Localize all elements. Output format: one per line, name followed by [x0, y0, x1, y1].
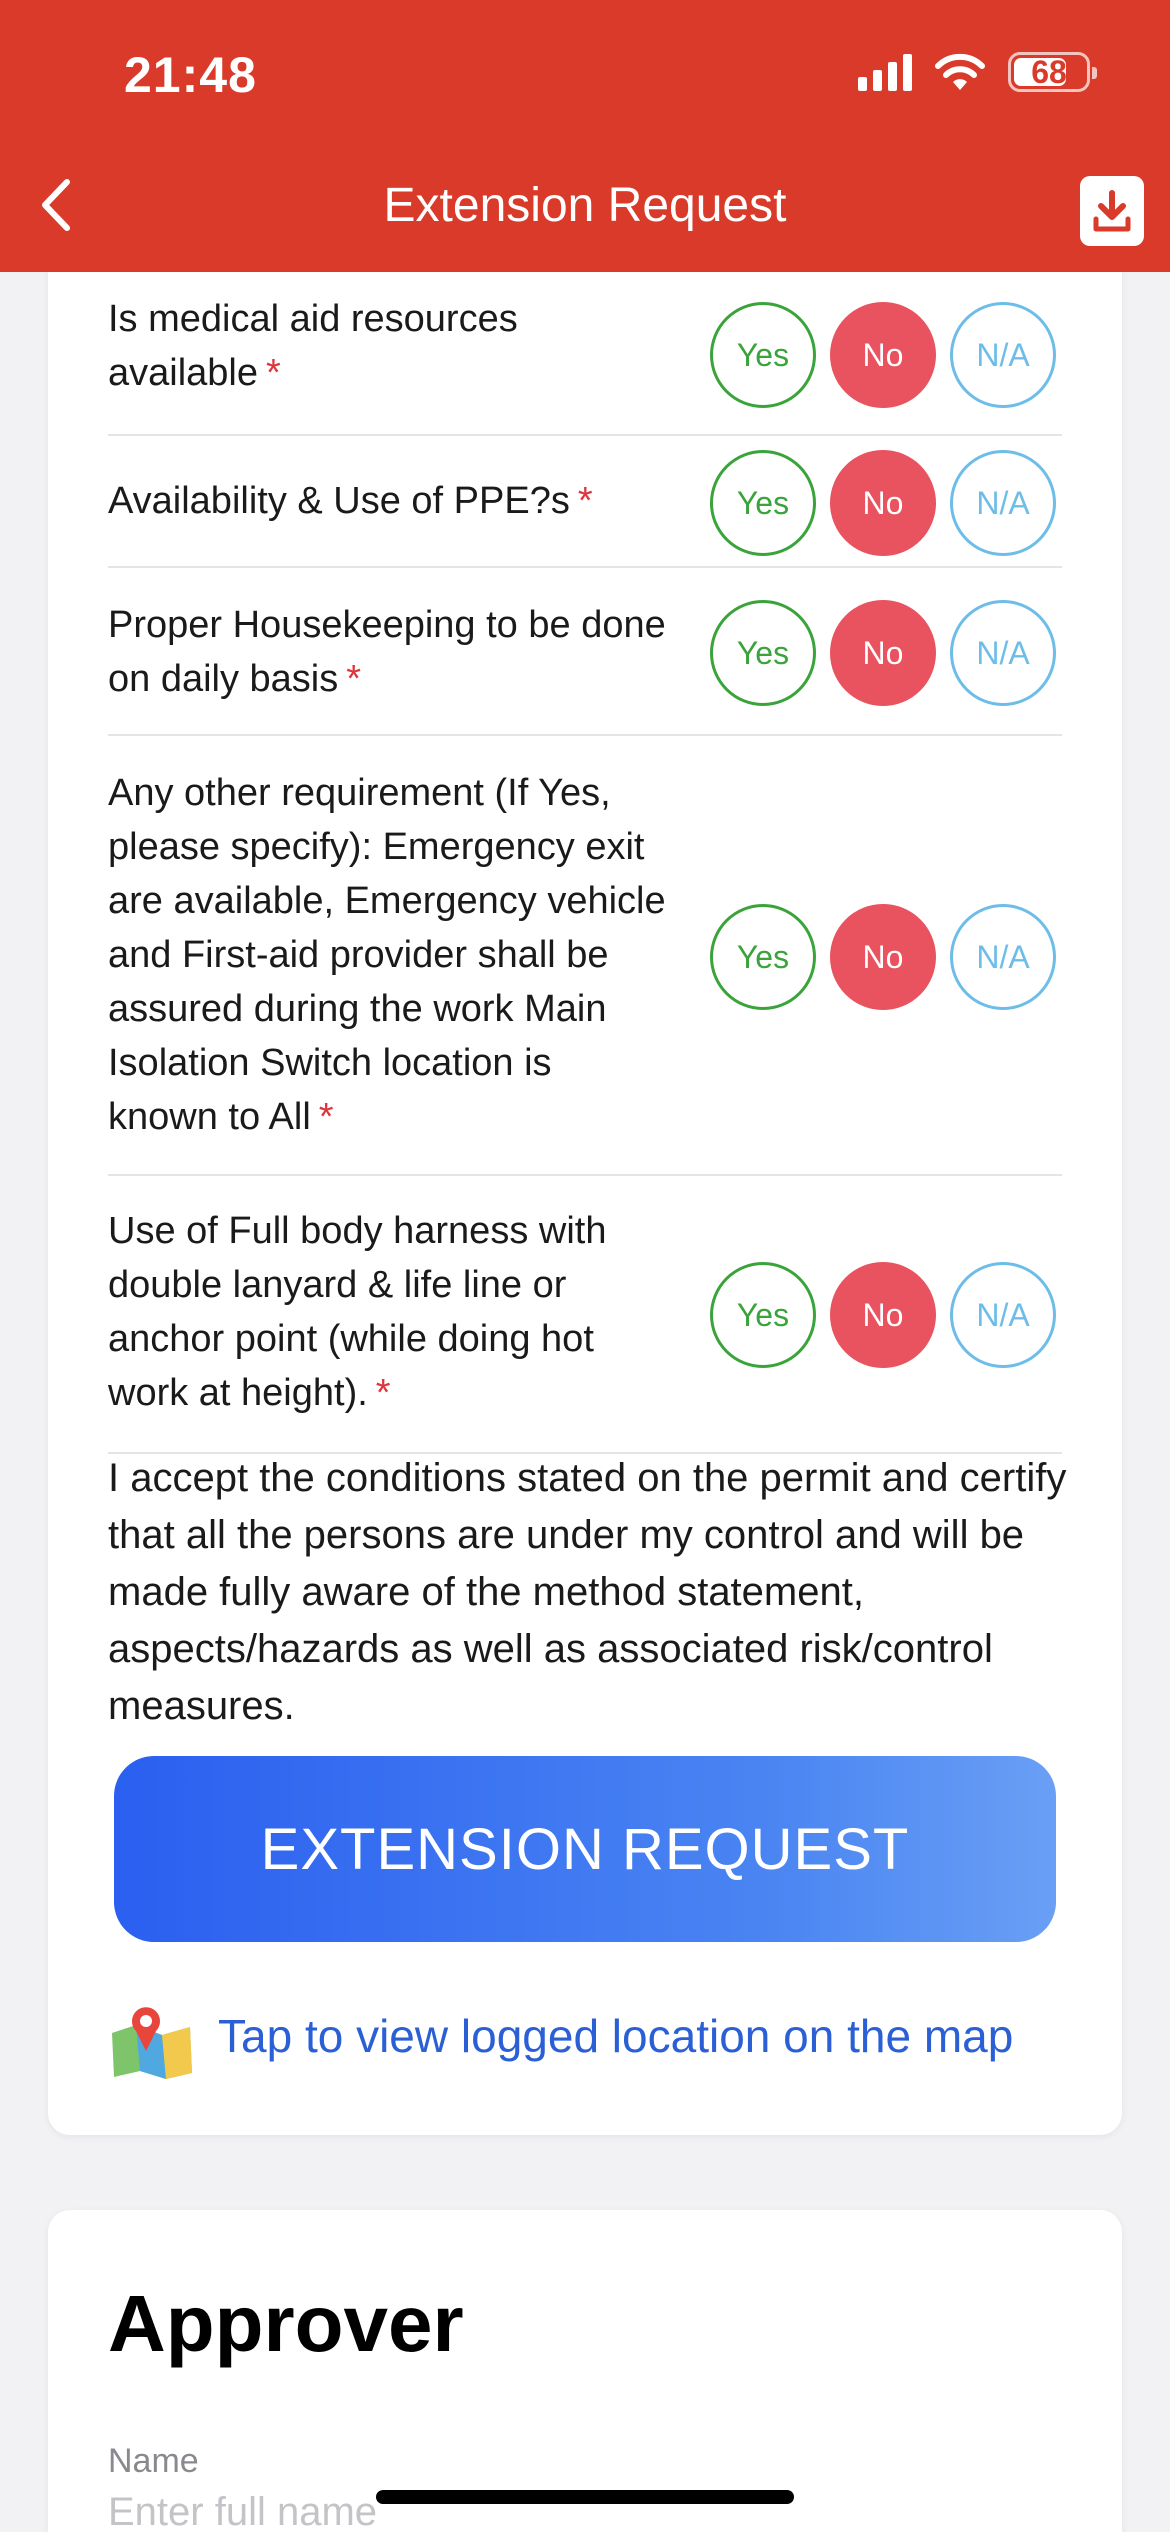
required-asterisk: * — [577, 480, 593, 522]
no-option[interactable]: No — [830, 302, 936, 408]
answer-options — [710, 904, 1056, 1010]
required-asterisk: * — [346, 658, 362, 700]
declaration-text: I accept the conditions stated on the permit and certify that all the persons are under my control and will be made fully aware of the method statement, aspects/hazards as well as associated risk/control measures. — [108, 1456, 1067, 1728]
required-asterisk: * — [375, 1372, 391, 1414]
answer-options — [710, 600, 1056, 706]
name-label: Name — [108, 2442, 199, 2480]
map-pin-icon — [106, 1991, 196, 2081]
yes-option[interactable]: Yes — [710, 302, 816, 408]
section-title: Approver — [108, 2279, 464, 2368]
question-text: Is medical aid resources available * — [108, 298, 518, 394]
no-option[interactable]: No — [830, 1262, 936, 1368]
page-title: Extension Request — [383, 179, 787, 232]
map-link-text: Tap to view logged location on the map — [218, 2010, 1014, 2062]
question-text: Availability & Use of PPE?s * — [108, 480, 593, 522]
checklist-item — [108, 436, 1062, 568]
checklist-item — [108, 1176, 1062, 1454]
no-option[interactable]: No — [830, 600, 936, 706]
battery-level: 68 — [1031, 53, 1067, 90]
wifi-icon — [934, 52, 986, 92]
home-indicator[interactable] — [376, 2490, 794, 2504]
battery-icon — [1008, 52, 1090, 92]
download-icon — [1092, 189, 1132, 233]
na-option[interactable]: N/A — [950, 600, 1056, 706]
question-text: Proper Housekeeping to be done on daily basis * — [108, 604, 666, 700]
status-time: 21:48 — [124, 47, 257, 103]
status-icons — [858, 52, 1090, 92]
map-location-link[interactable] — [106, 1986, 1013, 2086]
answer-options — [710, 450, 1056, 556]
cellular-signal-icon — [858, 53, 912, 91]
no-option[interactable]: No — [830, 450, 936, 556]
required-asterisk: * — [318, 1096, 334, 1138]
yes-option[interactable]: Yes — [710, 600, 816, 706]
required-asterisk: * — [266, 352, 281, 394]
extension-request-button[interactable]: EXTENSION REQUEST — [114, 1756, 1056, 1942]
question-text: Use of Full body harness with double lanyard & life line or anchor point (while doing hot work at height). * — [108, 1210, 607, 1414]
answer-options — [710, 1262, 1056, 1368]
checklist-item — [108, 736, 1062, 1176]
answer-options — [710, 302, 1056, 408]
yes-option[interactable]: Yes — [710, 904, 816, 1010]
yes-option[interactable]: Yes — [710, 450, 816, 556]
yes-option[interactable]: Yes — [710, 1262, 816, 1368]
app-header — [0, 0, 1170, 272]
na-option[interactable]: N/A — [950, 1262, 1056, 1368]
checklist-item — [108, 568, 1062, 736]
no-option[interactable]: No — [830, 904, 936, 1010]
na-option[interactable]: N/A — [950, 450, 1056, 556]
download-button[interactable] — [1080, 176, 1144, 246]
question-text: Any other requirement (If Yes, please specify): Emergency exit are available, Emergency vehicle and First-aid provider shall be assured during the work Main Isolation Switch location is known to All * — [108, 772, 666, 1138]
na-option[interactable]: N/A — [950, 302, 1056, 408]
checklist-card — [48, 230, 1122, 2135]
approver-card — [48, 2210, 1122, 2532]
na-option[interactable]: N/A — [950, 904, 1056, 1010]
